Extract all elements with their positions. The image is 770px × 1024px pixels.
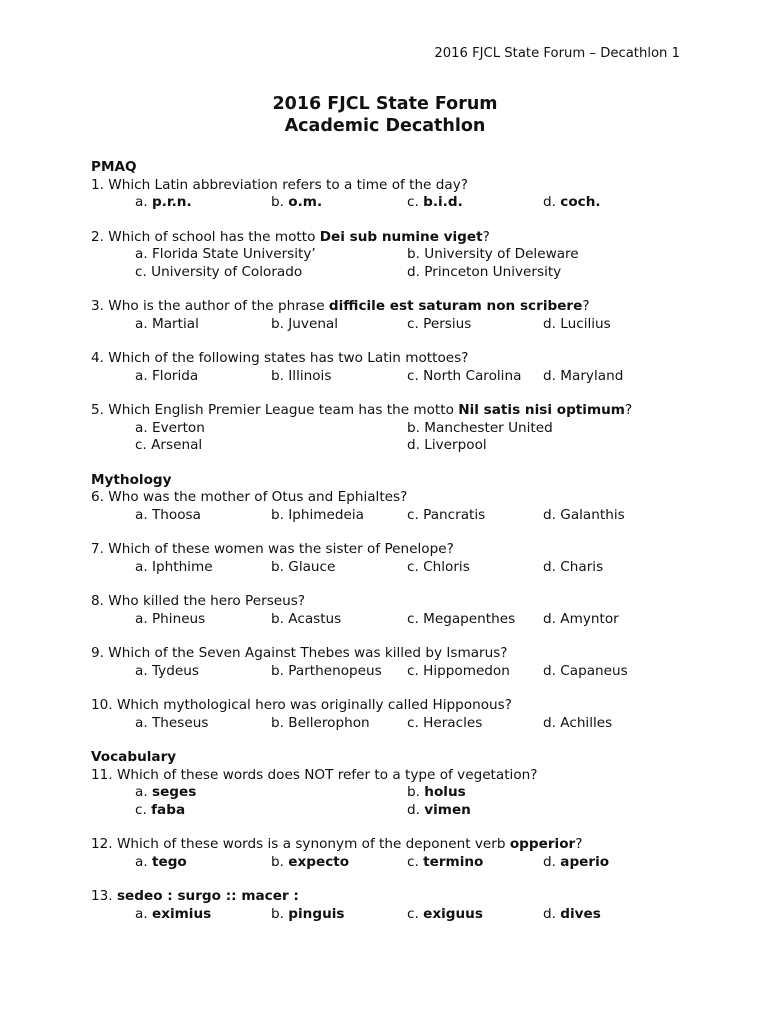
answer-row [91,854,731,872]
option-letter: c. [135,263,152,280]
document-title: 2016 FJCL State Forum [272,94,498,114]
answer-option [271,507,364,525]
question-emphasis: Nil satis nisi optimum [458,402,625,418]
answer-option [271,715,370,733]
option-text: Galanthis [560,506,625,523]
option-text: Iphthime [151,558,213,575]
option-letter: d. [543,367,561,384]
option-letter: c. [407,194,424,210]
section-spacer [91,732,731,749]
running-header: 2016 FJCL State Forum – Decathlon 1 [434,46,680,61]
option-letter: c. [407,905,424,922]
answer-option [543,507,625,525]
answer-row [91,316,731,334]
question-number: 7. [91,541,109,557]
option-letter: c. [407,853,424,870]
answer-option [271,316,338,334]
question-spacer [91,524,731,541]
option-text: Acastus [288,610,342,627]
answer-option [543,715,612,733]
question-prompt: Which of the following states has two Latin mottoes? [108,350,469,366]
option-letter: a. [135,246,152,262]
option-letter: d. [543,610,561,627]
answer-option [135,802,185,820]
section-spacer [91,455,731,472]
answer-row [91,420,731,438]
question-number: 6. [91,489,109,505]
answer-row [91,906,731,924]
question-number: 3. [91,298,109,314]
option-text: Megapenthes [423,610,516,627]
question-text [91,298,731,316]
answer-option [135,194,192,212]
option-letter: b. [271,905,289,922]
option-letter: a. [135,905,152,922]
option-text: tego [151,853,187,870]
option-letter: b. [271,558,289,575]
option-letter: b. [407,419,425,436]
option-letter: a. [135,506,152,523]
question-spacer [91,333,731,350]
answer-row [91,194,731,212]
option-text: aperio [560,853,610,870]
question-text [91,177,731,195]
answer-option [271,559,335,577]
question-text [91,767,731,785]
answer-option [407,316,471,334]
option-letter: a. [135,315,152,332]
answer-option [135,420,205,438]
answer-row [91,611,731,629]
option-text: Juvenal [288,315,339,332]
option-text: Chloris [423,558,470,575]
answer-row [91,663,731,681]
section-heading: PMAQ [91,159,137,175]
option-letter: b. [271,662,289,679]
answer-option [135,246,316,264]
answer-option [543,368,623,386]
question-number: 13. [91,888,117,904]
option-letter: d. [407,437,425,453]
document-subtitle: Academic Decathlon [284,116,486,136]
question-emphasis: difficile est saturam non scribere [328,298,583,314]
answer-option [407,559,470,577]
option-text: Heracles [423,714,483,731]
answer-option [543,611,619,629]
section-heading: Vocabulary [91,749,177,765]
question-suffix: ? [575,836,583,852]
option-letter: b. [271,506,289,523]
option-text: Lucilius [560,315,611,332]
option-text: Liverpool [424,437,487,453]
answer-option [135,906,211,924]
answer-option [407,715,482,733]
question-number: 4. [91,350,109,366]
answer-row [91,368,731,386]
question-list [91,159,731,923]
question-prompt: Which of the Seven Against Thebes was killed by Ismarus? [108,645,508,661]
answer-option [407,368,521,386]
option-letter: c. [135,437,152,453]
answer-option [407,437,487,455]
answer-option [271,663,382,681]
option-letter: a. [135,662,152,679]
option-text: Thoosa [151,506,201,523]
question-text [91,541,731,559]
option-text: Glauce [288,558,336,575]
option-text: Arsenal [151,437,203,453]
answer-row [91,246,731,264]
option-text: Theseus [151,714,209,731]
question-text [91,350,731,368]
answer-row [91,784,731,802]
question-suffix: ? [582,298,590,314]
option-text: coch. [560,194,601,210]
option-letter: c. [407,506,424,523]
option-text: eximius [151,905,212,922]
answer-option [407,194,463,212]
answer-row [91,559,731,577]
answer-option [407,264,561,282]
answer-option [543,906,601,924]
answer-option [135,854,187,872]
option-text: Charis [560,558,604,575]
option-text: dives [560,905,601,922]
option-letter: d. [407,801,425,818]
option-letter: b. [271,610,289,627]
answer-option [135,264,302,282]
option-letter: d. [543,194,561,210]
answer-option [543,316,611,334]
option-letter: c. [407,714,424,731]
option-text: Capaneus [560,662,628,679]
answer-row [91,802,731,820]
option-letter: b. [271,194,289,210]
option-letter: d. [543,714,561,731]
option-letter: b. [271,367,289,384]
answer-option [271,368,331,386]
option-text: Bellerophon [288,714,370,731]
answer-row [91,715,731,733]
answer-option [543,559,603,577]
answer-row [91,264,731,282]
option-letter: c. [407,558,424,575]
option-text: holus [424,784,466,800]
question-number: 11. [91,766,117,783]
question-number: 12. [91,836,117,852]
option-letter: c. [135,801,152,818]
question-prompt: Which of school has the motto [108,228,320,245]
option-text: Amyntor [560,610,619,627]
option-letter: d. [407,263,425,280]
question-prompt: Which of these words is a synonym of the deponent verb [116,836,510,852]
question-text [91,593,731,611]
option-letter: b. [407,246,425,262]
answer-option [271,194,322,212]
question-spacer [91,680,731,697]
option-text: Hippomedon [423,662,510,679]
answer-option [407,507,485,525]
option-text: North Carolina [423,367,522,384]
question-suffix: ? [482,228,490,245]
question-prompt: Who was the mother of Otus and Ephialtes? [108,489,408,505]
answer-option [543,854,609,872]
answer-option [407,611,515,629]
option-text: p.r.n. [151,194,192,210]
option-letter: c. [407,662,424,679]
option-text: Martial [151,315,199,332]
option-letter: c. [407,315,424,332]
question-emphasis: opperior [509,836,576,852]
option-letter: d. [543,558,561,575]
question-text [91,836,731,854]
option-text: faba [151,801,186,818]
question-prompt: Which mythological hero was originally called Hipponous? [116,697,512,713]
option-text: Florida [151,367,199,384]
option-text: Florida State University’ [151,246,316,262]
question-text [91,402,731,420]
answer-option [407,854,483,872]
question-number: 9. [91,645,109,661]
option-letter: a. [135,558,152,575]
question-spacer [91,819,731,836]
question-spacer [91,212,731,229]
question-text [91,697,731,715]
option-letter: a. [135,194,152,210]
option-text: University of Deleware [424,246,579,262]
question-number: 8. [91,593,109,609]
option-text: Everton [151,419,205,436]
question-spacer [91,385,731,402]
answer-row [91,437,731,455]
question-prompt: Which of these words does NOT refer to a type of vegetation? [116,766,538,783]
option-letter: d. [543,315,561,332]
answer-option [407,663,510,681]
option-letter: d. [543,853,561,870]
question-text [91,229,731,247]
option-text: Tydeus [151,662,199,679]
option-text: Pancratis [423,506,486,523]
question-spacer [91,871,731,888]
option-letter: a. [135,784,152,800]
option-letter: b. [271,853,289,870]
answer-option [135,611,205,629]
answer-option [135,316,199,334]
option-letter: d. [543,662,561,679]
option-text: b.i.d. [423,194,463,210]
option-text: Persius [423,315,472,332]
answer-option [543,663,628,681]
question-spacer [91,576,731,593]
option-text: vimen [424,801,471,818]
option-letter: a. [135,714,152,731]
question-emphasis: Dei sub numine viget [319,228,483,245]
option-letter: c. [407,367,424,384]
answer-option [135,507,201,525]
question-prompt: Who killed the hero Perseus? [108,593,306,609]
option-text: Manchester United [424,419,553,436]
question-spacer [91,281,731,298]
option-text: pinguis [288,905,345,922]
option-text: Achilles [560,714,613,731]
option-letter: a. [135,367,152,384]
option-letter: a. [135,419,152,436]
answer-option [271,854,349,872]
option-text: seges [151,784,197,800]
option-letter: b. [271,315,289,332]
answer-option [135,437,202,455]
answer-option [271,611,341,629]
section-heading: Mythology [91,471,172,488]
answer-option [407,246,579,264]
question-prompt: Which Latin abbreviation refers to a time of the day? [108,176,468,193]
question-number: 2. [91,228,109,245]
option-text: exiguus [423,905,483,922]
answer-option [543,194,601,212]
option-text: expecto [288,853,350,870]
option-letter: b. [407,784,425,800]
option-letter: b. [271,714,289,731]
answer-option [407,802,471,820]
question-text [91,888,731,906]
question-number: 1. [91,176,109,193]
answer-option [135,784,196,802]
question-text [91,645,731,663]
question-prompt: Who is the author of the phrase [108,298,329,314]
answer-option [407,784,466,802]
question-number: 10. [91,697,117,713]
answer-row [91,507,731,525]
option-letter: d. [543,506,561,523]
question-emphasis: sedeo : surgo :: macer : [116,888,299,904]
answer-option [135,559,213,577]
option-text: Illinois [288,367,332,384]
option-letter: c. [407,610,424,627]
answer-option [271,906,345,924]
option-letter: d. [543,905,561,922]
option-letter: a. [135,853,152,870]
answer-option [407,906,483,924]
answer-option [407,420,553,438]
question-spacer [91,628,731,645]
answer-option [135,715,208,733]
question-prompt: Which of these women was the sister of Penelope? [108,541,454,557]
option-letter: a. [135,610,152,627]
option-text: Princeton University [424,263,562,280]
answer-option [135,368,198,386]
question-number: 5. [91,402,109,418]
option-text: Phineus [151,610,206,627]
option-text: o.m. [288,194,323,210]
option-text: Parthenopeus [288,662,382,679]
option-text: termino [423,853,484,870]
option-text: Iphimedeia [288,506,365,523]
question-text [91,489,731,507]
option-text: University of Colorado [151,263,303,280]
question-prompt: Which English Premier League team has the motto [108,402,459,418]
option-text: Maryland [560,367,624,384]
answer-option [135,663,199,681]
question-suffix: ? [624,402,633,418]
